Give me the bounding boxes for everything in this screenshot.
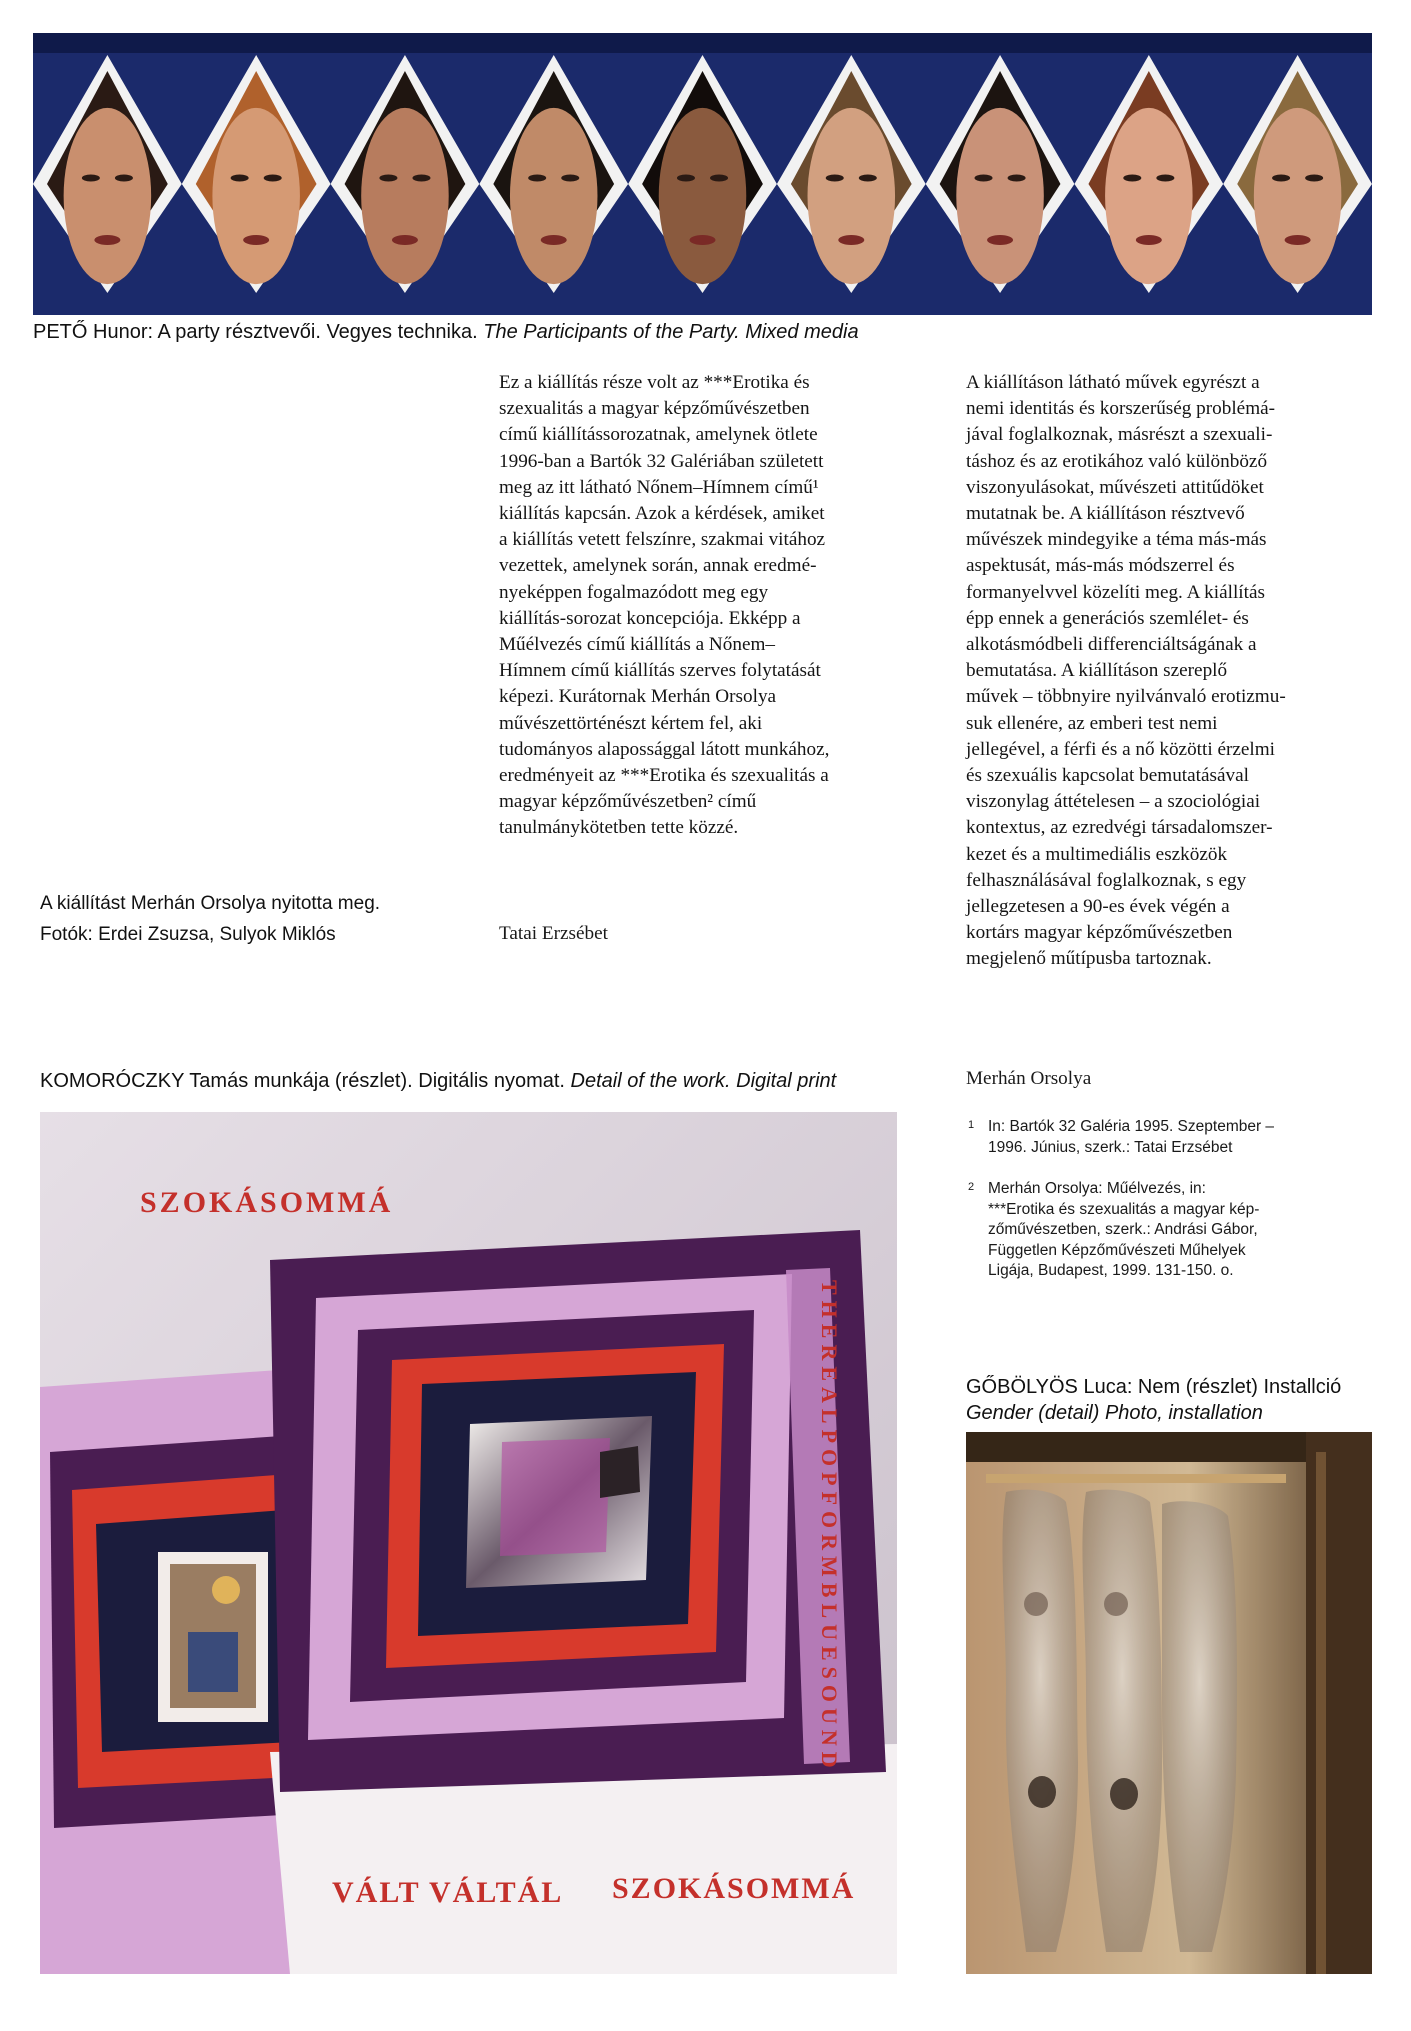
footnote-2-line: Merhán Orsolya: Műélvezés, in:: [988, 1180, 1206, 1197]
article-left-line: című kiállítássorozatnak, amelynek ötlete: [499, 424, 818, 446]
face-diamond: [628, 55, 777, 293]
footnote-1: [968, 1117, 1368, 1158]
face-diamond: [1074, 55, 1223, 293]
article-right-line: jellegzetesen a 90-es évek végén a: [966, 896, 1230, 918]
article-left-line: művészettörténészt kértem fel, aki: [499, 712, 763, 734]
article-right-line: viszonylag áttételesen – a szociológiai: [966, 791, 1261, 813]
komoroczky-artwork-photo: [40, 1112, 897, 1974]
footnote-1-line: 1996. Június, szerk.: Tatai Erzsébet: [988, 1138, 1233, 1156]
photo-credits: [40, 888, 440, 950]
article-text-left: [499, 370, 939, 842]
party-participants-artwork: [33, 33, 1372, 315]
gobolyos-caption-text: Luca: Nem (részlet) Installció: [1077, 1376, 1342, 1398]
gobolyos-caption-name: GŐBÖLYÖS: [966, 1376, 1078, 1398]
digital-print-image: [40, 1112, 897, 1974]
komoroczky-caption-text: Tamás munkája (részlet). Digitális nyomat.: [184, 1070, 565, 1092]
face-diamond: [777, 55, 926, 293]
face-diamond: [1223, 55, 1372, 293]
artwork-bottom-left-text: VÁLT VÁLTÁL: [332, 1876, 564, 1909]
banner-caption: [33, 319, 1133, 345]
article-right-line: kezet és a multimediális eszközök: [966, 843, 1228, 865]
footnote-2-line: ***Erotika és szexualitás a magyar kép-: [988, 1200, 1260, 1218]
installation-image: [966, 1432, 1372, 1974]
face-diamond: [182, 55, 331, 293]
face-diamond: [33, 55, 182, 293]
gobolyos-caption-english: Gender (detail) Photo, installation: [966, 1402, 1263, 1424]
signature-tatai: Tatai Erzsébet: [499, 923, 608, 944]
article-left-line: Ez a kiállítás része volt az ***Erotika és: [499, 372, 810, 393]
article-left-line: kiállítás kapcsán. Azok a kérdések, amiket: [499, 503, 825, 525]
komoroczky-caption-english: Detail of the work. Digital print: [570, 1070, 837, 1092]
artwork-vertical-text: THEREALPOPFORMBLUESOUND: [817, 1280, 842, 1774]
komoroczky-caption: [40, 1068, 910, 1094]
article-left-line: kiállítás-sorozat koncepciója. Ekképp a: [499, 607, 801, 629]
face-diamond: [479, 55, 628, 293]
article-right-line: jellegével, a férfi és a nő közötti érzelmi: [966, 738, 1275, 760]
article-right-line: megjelenő műtípusba tartoznak.: [966, 948, 1212, 970]
article-left-line: tudományos alapossággal látott munkához,: [499, 738, 830, 760]
diamond-faces-image: [33, 33, 1372, 315]
signature-merhan: Merhán Orsolya: [966, 1068, 1092, 1089]
article-right-line: viszonyulásokat, művészeti attitűdöket: [966, 476, 1264, 498]
article-left-line: tanulmánykötetben tette közzé.: [499, 817, 739, 839]
article-left-line: Hímnem című kiállítás szerves folytatását: [499, 660, 821, 682]
banner-caption-text: Hunor: A party résztvevői. Vegyes technika.: [87, 321, 478, 343]
article-right-line: táshoz és az erotikához való különböző: [966, 450, 1268, 472]
article-left-line: Műélvezés című kiállítás a Nőnem–: [499, 634, 776, 656]
article-left-line: a kiállítás vetett felszínre, szakmai vitához: [499, 529, 826, 551]
face-diamond: [926, 55, 1075, 293]
footnote-1-number: 1: [968, 1119, 975, 1131]
article-text-right: [966, 370, 1386, 973]
face-diamond: [331, 55, 480, 293]
article-right-line: formanyelvvel közelíti meg. A kiállítás: [966, 581, 1265, 603]
article-right-line: kontextus, az ezredvégi társadalomszer-: [966, 817, 1273, 839]
credits-opening: A kiállítást Merhán Orsolya nyitotta meg.: [40, 893, 381, 914]
article-left-line: vezettek, amelynek során, annak eredmé-: [499, 555, 817, 577]
article-right-line: művek – többnyire nyilvánvaló erotizmu-: [966, 686, 1286, 708]
article-right-line: mutatnak be. A kiállításon résztvevő: [966, 503, 1245, 525]
footnote-2-line: zőművészetben, szerk.: Andrási Gábor,: [988, 1221, 1258, 1238]
article-right-line: nemi identitás és korszerűség problémá-: [966, 398, 1276, 420]
footnote-2-line: Független Képzőművészeti Műhelyek: [988, 1241, 1246, 1259]
article-right-line: művészek mindegyike a téma más-más: [966, 529, 1267, 551]
article-left-line: meg az itt látható Nőnem–Hímnem című¹: [499, 476, 819, 498]
article-left-line: magyar képzőművészetben² című: [499, 791, 757, 813]
article-right-line: felhasználásával foglalkoznak, s egy: [966, 869, 1247, 891]
banner-caption-english: The Participants of the Party. Mixed media: [483, 321, 859, 343]
article-left-line: eredményeit az ***Erotika és szexualitás a: [499, 765, 829, 787]
article-left-line: képezi. Kurátornak Merhán Orsolya: [499, 686, 777, 708]
footnote-1-line: In: Bartók 32 Galéria 1995. Szeptember –: [988, 1118, 1275, 1135]
article-right-line: és szexuális kapcsolat bemutatásával: [966, 765, 1249, 787]
artwork-title-top: SZOKÁSOMMÁ: [140, 1186, 394, 1219]
footnote-2: [968, 1179, 1368, 1282]
gobolyos-installation-photo: [966, 1432, 1372, 1974]
footnote-2-number: 2: [968, 1181, 975, 1193]
article-right-line: kortárs magyar képzőművészetben: [966, 922, 1233, 944]
article-right-line: suk ellenére, az emberi test nemi: [966, 712, 1218, 734]
article-right-line: jával foglalkoznak, másrészt a szexuali-: [966, 424, 1273, 446]
gobolyos-caption: [966, 1374, 1386, 1426]
article-left-line: nyeképpen fogalmazódott meg egy: [499, 581, 769, 603]
article-right-line: bemutatása. A kiállításon szereplő: [966, 660, 1228, 682]
article-right-line: alkotásmódbeli differenciáltságának a: [966, 634, 1257, 656]
footnote-2-line: Ligája, Budapest, 1999. 131-150. o.: [988, 1262, 1234, 1279]
article-right-line: épp ennek a generációs szemlélet- és: [966, 607, 1249, 629]
article-left-line: 1996-ban a Bartók 32 Galériában született: [499, 450, 824, 472]
artwork-bottom-right-text: SZOKÁSOMMÁ: [612, 1872, 856, 1905]
article-right-line: aspektusát, más-más módszerrel és: [966, 555, 1235, 577]
credits-photographers: Fotók: Erdei Zsuzsa, Sulyok Miklós: [40, 924, 336, 945]
article-left-line: szexualitás a magyar képzőművészetben: [499, 398, 810, 420]
banner-caption-name: PETŐ: [33, 321, 88, 343]
komoroczky-caption-name: KOMORÓCZKY: [40, 1070, 185, 1092]
article-right-line: A kiállításon látható művek egyrészt a: [966, 372, 1260, 393]
